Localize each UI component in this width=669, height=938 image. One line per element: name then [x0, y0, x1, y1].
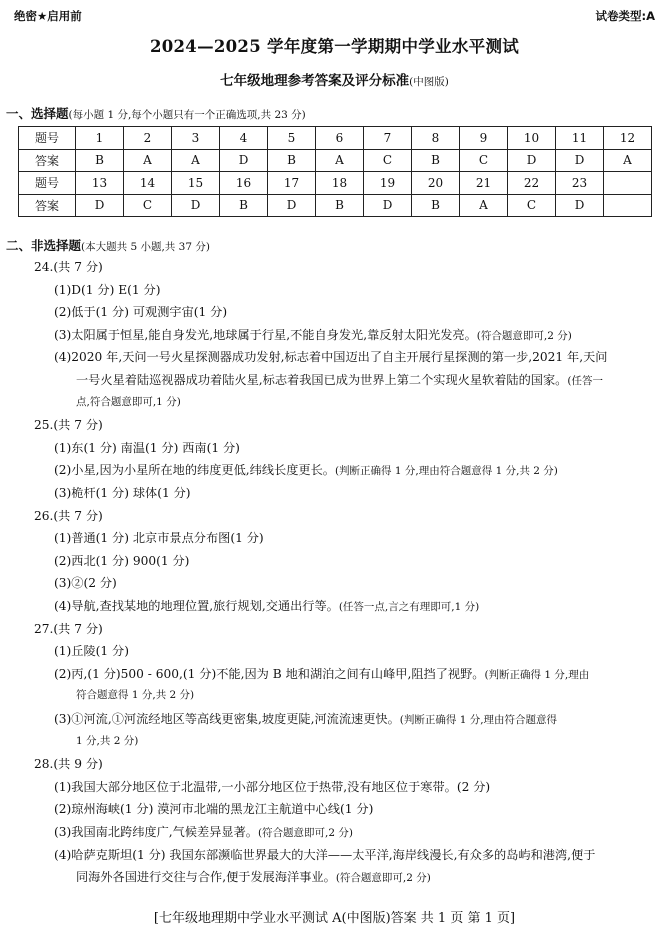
question-number-row [19, 127, 652, 150]
scoring-note: (判断正确得 1 分,理由符合题意得 1 分,共 2 分) [334, 465, 558, 478]
table-cell: B [412, 194, 460, 217]
scoring-note: (任答一 [567, 375, 603, 387]
answer-text: (3)我国南北跨纬度广,气候差异显著。 [54, 825, 258, 839]
table-cell: C [124, 194, 172, 217]
paper-type-label: 试卷类型:A [595, 9, 655, 23]
section-1-title: 一、选择题 [6, 106, 69, 121]
answer-text: 28.(共 9 分) [34, 757, 103, 772]
table-cell: 23 [556, 172, 604, 195]
table-cell: 19 [364, 172, 412, 195]
answer-text: (2)丙,(1 分)500 - 600,(1 分)不能,因为 B 地和湖泊之间有山峰甲,阻挡了视野。 [54, 666, 485, 681]
answer-text: (1)东(1 分) 南温(1 分) 西南(1 分) [54, 440, 240, 455]
answer-text: (1)D(1 分) E(1 分) [54, 282, 161, 297]
question-number-row [19, 172, 652, 195]
answer-text: 24.(共 7 分) [34, 260, 103, 274]
answer-text: (2)琼州海峡(1 分) 漠河市北端的黑龙江主航道中心线(1 分) [54, 802, 374, 817]
table-cell: 3 [172, 127, 220, 150]
table-cell: B [412, 149, 460, 172]
scoring-note: (判断正确得 1 分,理由 [484, 668, 590, 681]
answer-line [54, 303, 227, 320]
scoring-note: 点,符合题意即可,1 分) [76, 395, 181, 408]
answer-text: (4)哈萨克斯坦(1 分) 我国东部濒临世界最大的大洋——太平洋,海岸线漫长,有众多的岛屿和港湾,便于 [54, 847, 596, 862]
table-cell: 10 [508, 127, 556, 150]
table-cell: A [316, 149, 364, 172]
answer-text: (2)小星,因为小星所在地的纬度更低,纬线长度更长。 [54, 463, 335, 478]
table-cell: 5 [268, 127, 316, 150]
table-cell: 2 [124, 127, 172, 150]
answer-line [54, 484, 191, 501]
table-cell: 9 [460, 127, 508, 150]
table-cell: B [220, 194, 268, 217]
table-cell [604, 194, 652, 217]
page-title: 2024—2025 学年度第一学期期中学业水平测试 [149, 37, 520, 56]
table-cell: 13 [76, 172, 124, 195]
question-heading [34, 416, 103, 433]
table-cell: 20 [412, 172, 460, 195]
scoring-note: (符合题意即可,2 分) [257, 827, 354, 839]
table-cell: D [556, 194, 604, 217]
table-cell: A [172, 149, 220, 172]
table-cell: D [556, 149, 604, 172]
answer-text: (1)普通(1 分) 北京市景点分布图(1 分) [54, 531, 264, 546]
section-2-note: (本大题共 5 小题,共 37 分) [81, 241, 210, 253]
section-2-heading [6, 236, 210, 254]
answer-line [54, 800, 373, 817]
answer-line [54, 574, 117, 591]
table-cell: C [508, 194, 556, 217]
table-cell: 6 [316, 127, 364, 150]
table-cell: D [508, 149, 556, 172]
table-cell: C [364, 149, 412, 172]
answer-text: (2)西北(1 分) 900(1 分) [54, 553, 190, 568]
answer-text: (1)丘陵(1 分) [54, 644, 129, 659]
table-cell: 4 [220, 127, 268, 150]
answer-text: 27.(共 7 分) [34, 621, 103, 636]
question-heading [34, 620, 103, 637]
table-cell: D [76, 194, 124, 217]
scoring-note: 1 分,共 2 分) [76, 734, 139, 747]
table-cell: D [268, 194, 316, 217]
table-cell: 17 [268, 172, 316, 195]
table-cell: A [124, 149, 172, 172]
table-cell: 12 [604, 127, 652, 150]
answer-text: (3)桅杆(1 分) 球体(1 分) [54, 486, 191, 500]
answer-line [54, 597, 479, 614]
answer-line [76, 394, 181, 409]
answer-text: (4)导航,查找某地的地理位置,旅行规划,交通出行等。 [54, 599, 339, 613]
table-cell: 18 [316, 172, 364, 195]
table-cell: A [460, 194, 508, 217]
table-cell: 8 [412, 127, 460, 150]
table-cell: 22 [508, 172, 556, 195]
answer-text: 同海外各国进行交往与合作,便于发展海洋事业。 [76, 870, 336, 885]
answer-text: 26.(共 7 分) [34, 508, 103, 523]
row-label: 答案 [19, 149, 76, 172]
table-cell [604, 172, 652, 195]
section-1-heading [6, 104, 306, 122]
answer-text: (2)低于(1 分) 可观测宇宙(1 分) [54, 305, 228, 320]
answer-line [76, 371, 603, 388]
page-footer: [七年级地理期中学业水平测试 A(中图版)答案 共 1 页 第 1 页] [153, 911, 516, 926]
question-heading [34, 755, 103, 772]
table-cell: 14 [124, 172, 172, 195]
answer-line [54, 846, 595, 863]
table-cell: 11 [556, 127, 604, 150]
answer-line [54, 439, 240, 456]
scoring-note: (任答一点,言之有理即可,1 分) [338, 601, 480, 613]
scoring-note: (符合题意即可,2 分) [335, 872, 431, 885]
section-1-note: (每小题 1 分,每个小题只有一个正确选项,共 23 分) [68, 109, 306, 121]
answer-line [76, 868, 431, 885]
table-cell: B [76, 149, 124, 172]
answer-line [54, 710, 557, 727]
scoring-note: (判断正确得 1 分,理由符合题意得 [399, 714, 558, 726]
question-heading [34, 507, 103, 524]
answer-text: 一号火星着陆巡视器成功着陆火星,标志着我国已成为世界上第二个实现火星软着陆的国家。 [76, 373, 568, 387]
row-label: 题号 [19, 127, 76, 150]
answer-line [54, 552, 189, 569]
table-cell: 7 [364, 127, 412, 150]
row-label: 答案 [19, 194, 76, 217]
answer-text: (1)我国大部分地区位于北温带,一小部分地区位于热带,没有地区位于寒带。(2 分) [54, 779, 491, 794]
table-cell: B [268, 149, 316, 172]
table-cell: 15 [172, 172, 220, 195]
answer-line [76, 733, 138, 748]
subtitle-text: 七年级地理参考答案及评分标准 [220, 73, 410, 89]
answer-text: 25.(共 7 分) [34, 418, 103, 433]
table-cell: 16 [220, 172, 268, 195]
answer-line [54, 326, 572, 343]
answer-line [54, 348, 607, 365]
answer-row [19, 149, 652, 172]
row-label: 题号 [19, 172, 76, 195]
top-bar [14, 8, 655, 24]
scoring-note: 符合题意得 1 分,共 2 分) [76, 689, 195, 702]
answer-text: (3)①河流,①河流经地区等高线更密集,坡度更陡,河流流速更快。 [54, 712, 400, 726]
table-cell: B [316, 194, 364, 217]
table-cell: C [460, 149, 508, 172]
secret-label: 绝密★启用前 [14, 9, 82, 23]
scoring-note: (符合题意即可,2 分) [476, 329, 572, 342]
table-cell: 21 [460, 172, 508, 195]
answer-line [54, 665, 589, 682]
table-cell: D [364, 194, 412, 217]
answer-text: (3)②(2 分) [54, 576, 117, 591]
table-cell: D [220, 149, 268, 172]
answer-line [54, 642, 129, 659]
answer-line [54, 281, 160, 298]
table-cell: A [604, 149, 652, 172]
subtitle-note: (中图版) [409, 76, 449, 88]
answer-line [76, 687, 194, 702]
answer-line [54, 823, 353, 840]
answer-line [54, 778, 490, 795]
answer-table [18, 126, 652, 217]
question-heading [34, 258, 103, 275]
answer-row [19, 194, 652, 217]
answer-line [54, 461, 558, 478]
section-2-title: 二、非选择题 [6, 238, 82, 253]
answer-line [54, 529, 264, 546]
answer-text: (4)2020 年,天问一号火星探测器成功发射,标志着中国迈出了自主开展行星探测的第一步,2021 年,天问 [54, 350, 608, 365]
answer-text: (3)太阳属于恒星,能自身发光,地球属于行星,不能自身发光,靠反射太阳光发亮。 [54, 327, 477, 342]
table-cell: D [172, 194, 220, 217]
table-cell: 1 [76, 127, 124, 150]
page-subtitle [0, 69, 669, 89]
